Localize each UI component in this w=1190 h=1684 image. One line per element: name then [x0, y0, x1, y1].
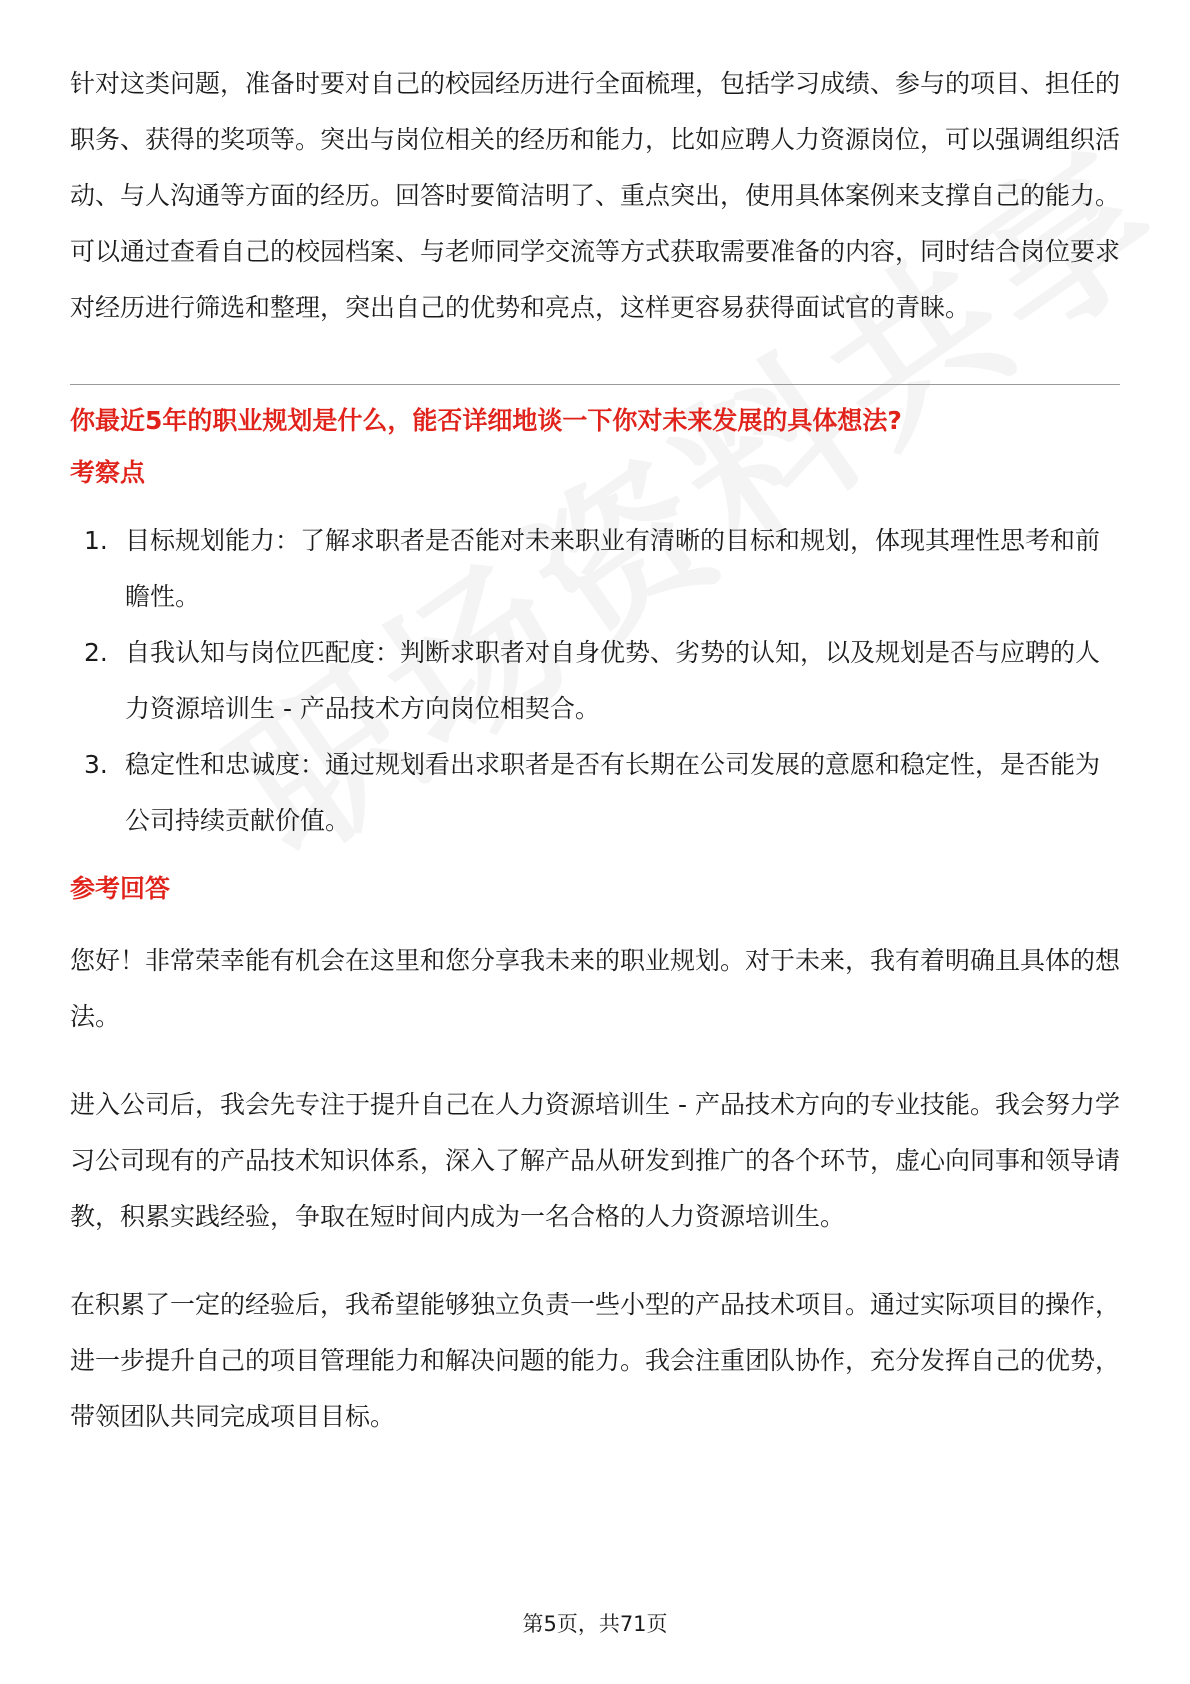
- assessment-point: [70, 737, 1120, 849]
- point-text: 自我认知与岗位匹配度：判断求职者对自身优势、劣势的认知，以及规划是否与应聘的人力资源培训生 - 产品技术方向岗位相契合。: [125, 638, 1101, 723]
- answer-paragraph: 进入公司后，我会先专注于提升自己在人力资源培训生 - 产品技术方向的专业技能。我会努力学习公司现有的产品技术知识体系，深入了解产品从研发到推广的各个环节，虚心向同事和领导请教，积累实践经验，争取在短时间内成为一名合格的人力资源培训生。: [70, 1090, 1121, 1231]
- assessment-list: [70, 513, 1120, 849]
- assessment-heading: 考察点: [70, 458, 146, 487]
- page-footer: 第5页，共71页: [522, 1612, 668, 1636]
- point-text: 稳定性和忠诚度：通过规划看出求职者是否有长期在公司发展的意愿和稳定性，是否能为公司持续贡献价值。: [125, 750, 1101, 835]
- answer-heading: 参考回答: [70, 874, 171, 903]
- point-number: 1.: [84, 526, 108, 555]
- point-number: 2.: [84, 638, 108, 667]
- question-title: 你最近5年的职业规划是什么，能否详细地谈一下你对未来发展的具体想法?: [70, 406, 902, 435]
- assessment-point: [70, 513, 1120, 625]
- point-number: 3.: [84, 750, 108, 779]
- assessment-point: [70, 625, 1120, 737]
- intro-paragraph: 针对这类问题，准备时要对自己的校园经历进行全面梳理，包括学习成绩、参与的项目、担任的职务、获得的奖项等。突出与岗位相关的经历和能力，比如应聘人力资源岗位，可以强调组织活动、与人沟通等方面的经历。回答时要简洁明了、重点突出，使用具体案例来支撑自己的能力。可以通过查看自己的校园档案、与老师同学交流等方式获取需要准备的内容，同时结合岗位要求对经历进行筛选和整理，突出自己的优势和亮点，这样更容易获得面试官的青睐。: [70, 69, 1121, 322]
- section-divider: [70, 384, 1120, 385]
- point-text: 目标规划能力：了解求职者是否能对未来职业有清晰的目标和规划，体现其理性思考和前瞻性。: [125, 526, 1101, 611]
- answer-paragraph: 在积累了一定的经验后，我希望能够独立负责一些小型的产品技术项目。通过实际项目的操作，进一步提升自己的项目管理能力和解决问题的能力。我会注重团队协作，充分发挥自己的优势，带领团队共同完成项目目标。: [70, 1290, 1121, 1431]
- page-content: [70, 56, 1120, 1445]
- answer-paragraph: 您好！非常荣幸能有机会在这里和您分享我未来的职业规划。对于未来，我有着明确且具体的想法。: [70, 946, 1121, 1031]
